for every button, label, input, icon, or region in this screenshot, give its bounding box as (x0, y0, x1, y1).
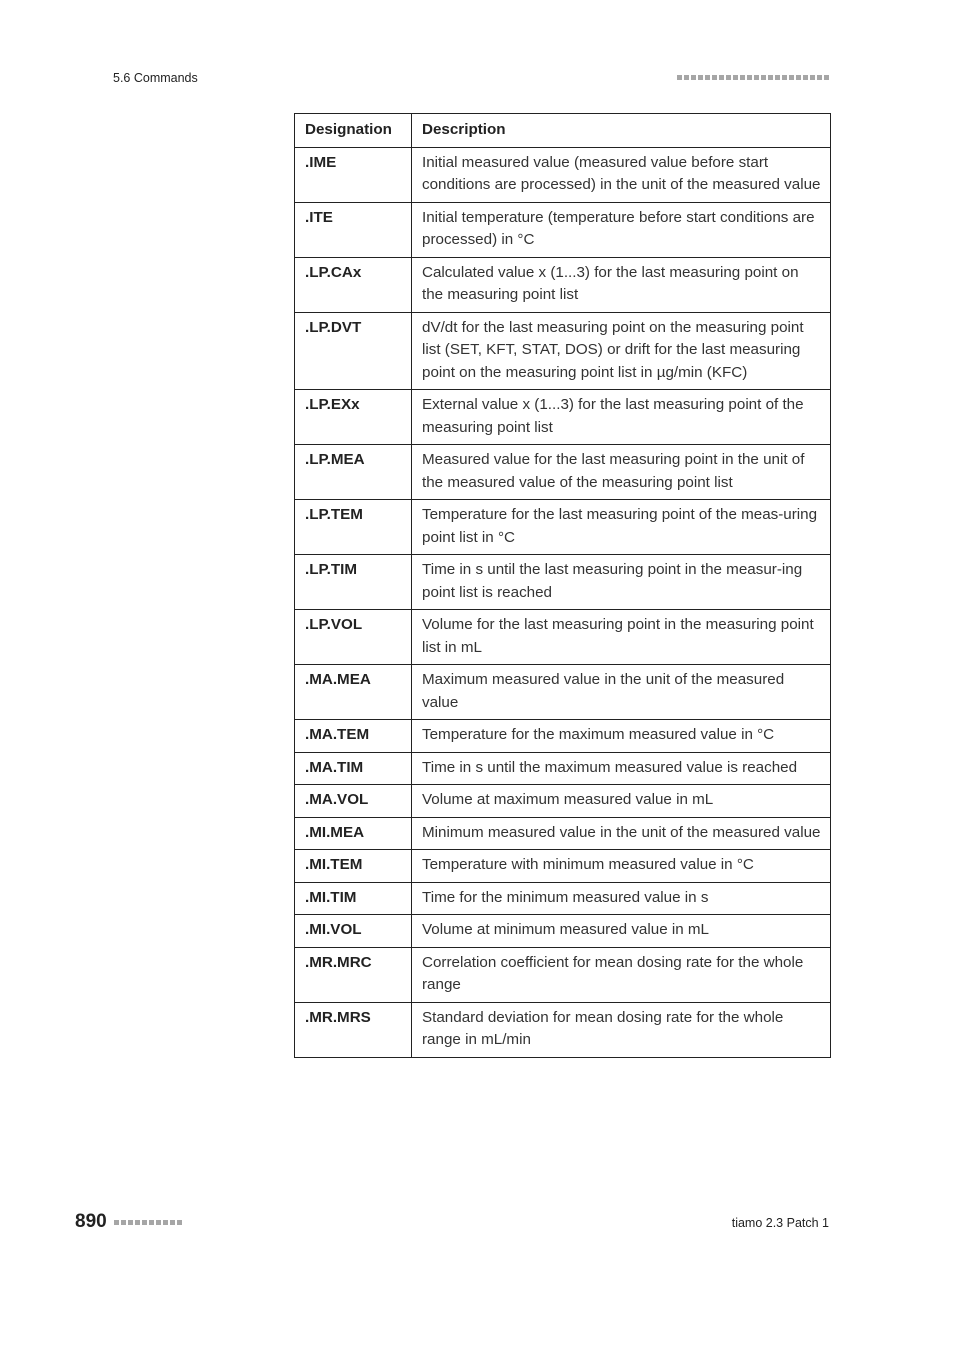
table-row (295, 1002, 831, 1057)
header-description: Description (412, 114, 831, 148)
designation-cell: .MR.MRS (295, 1002, 412, 1057)
footer-decoration-dots (114, 1220, 182, 1225)
description-cell: Time for the minimum measured value in s (412, 882, 831, 915)
table-row (295, 817, 831, 850)
table-row (295, 915, 831, 948)
designation-cell: .LP.EXx (295, 390, 412, 445)
designation-cell: .LP.VOL (295, 610, 412, 665)
table-row (295, 752, 831, 785)
table-row (295, 720, 831, 753)
description-cell: Temperature with minimum measured value in °C (412, 850, 831, 883)
description-cell: Temperature for the maximum measured value in °C (412, 720, 831, 753)
description-cell: dV/dt for the last measuring point on the measuring point list (SET, KFT, STAT, DOS) or drift for the last measuring point on the measuring point list in µg/min (KFC) (412, 312, 831, 390)
table-header-row (295, 114, 831, 148)
page-number: 890 (75, 1211, 107, 1232)
description-cell: Volume for the last measuring point in the measuring point list in mL (412, 610, 831, 665)
description-cell: Calculated value x (1...3) for the last measuring point on the measuring point list (412, 257, 831, 312)
designation-cell: .IME (295, 147, 412, 202)
description-cell: Measured value for the last measuring point in the unit of the measured value of the measuring point list (412, 445, 831, 500)
table-row (295, 257, 831, 312)
table-row (295, 500, 831, 555)
table-row (295, 785, 831, 818)
section-title: 5.6 Commands (113, 71, 198, 85)
designation-cell: .MA.TIM (295, 752, 412, 785)
designation-cell: .MI.MEA (295, 817, 412, 850)
description-cell: Correlation coefficient for mean dosing rate for the whole range (412, 947, 831, 1002)
table-row (295, 202, 831, 257)
designation-cell: .LP.CAx (295, 257, 412, 312)
designation-cell: .LP.TEM (295, 500, 412, 555)
header-decoration-dots (677, 75, 829, 80)
description-cell: Temperature for the last measuring point of the meas-uring point list in °C (412, 500, 831, 555)
designation-cell: .MR.MRC (295, 947, 412, 1002)
table-row (295, 390, 831, 445)
description-cell: Initial measured value (measured value before start conditions are processed) in the unit of the measured value (412, 147, 831, 202)
description-cell: Volume at maximum measured value in mL (412, 785, 831, 818)
description-cell: Time in s until the maximum measured value is reached (412, 752, 831, 785)
description-cell: Initial temperature (temperature before start conditions are processed) in °C (412, 202, 831, 257)
table-row (295, 947, 831, 1002)
designation-cell: .MA.TEM (295, 720, 412, 753)
description-cell: Maximum measured value in the unit of the measured value (412, 665, 831, 720)
header-designation: Designation (295, 114, 412, 148)
designation-cell: .LP.DVT (295, 312, 412, 390)
table-row (295, 445, 831, 500)
designation-cell: .MA.MEA (295, 665, 412, 720)
footer-product: tiamo 2.3 Patch 1 (731, 1216, 829, 1230)
description-cell: External value x (1...3) for the last measuring point of the measuring point list (412, 390, 831, 445)
designation-cell: .MI.TIM (295, 882, 412, 915)
description-cell: Minimum measured value in the unit of the measured value (412, 817, 831, 850)
designation-cell: .LP.MEA (295, 445, 412, 500)
table-row (295, 312, 831, 390)
description-cell: Time in s until the last measuring point in the measur-ing point list is reached (412, 555, 831, 610)
commands-table (294, 113, 831, 1058)
table-row (295, 850, 831, 883)
designation-cell: .MI.TEM (295, 850, 412, 883)
designation-cell: .LP.TIM (295, 555, 412, 610)
designation-cell: .MA.VOL (295, 785, 412, 818)
table-row (295, 555, 831, 610)
table-row (295, 147, 831, 202)
table-row (295, 882, 831, 915)
description-cell: Volume at minimum measured value in mL (412, 915, 831, 948)
designation-cell: .ITE (295, 202, 412, 257)
description-cell: Standard deviation for mean dosing rate for the whole range in mL/min (412, 1002, 831, 1057)
designation-cell: .MI.VOL (295, 915, 412, 948)
table-row (295, 665, 831, 720)
table-row (295, 610, 831, 665)
